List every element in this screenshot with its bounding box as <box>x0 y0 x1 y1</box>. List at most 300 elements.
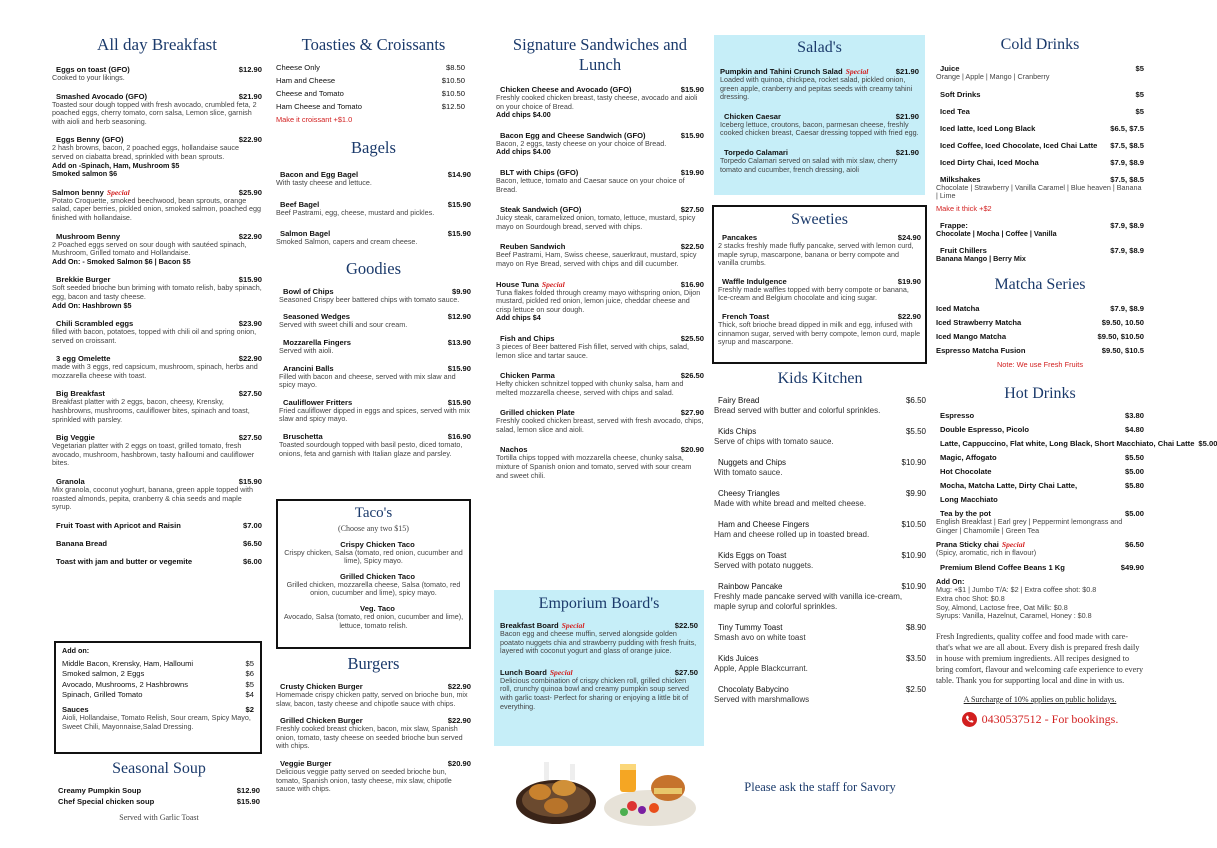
kids-item-price: $9.90 <box>905 489 926 498</box>
kids-item-name: Chocolaty Babycino <box>718 685 789 694</box>
phone-icon <box>962 712 977 727</box>
bagel-item-desc: With tasty cheese and lettuce. <box>276 178 372 187</box>
salad-item <box>720 148 919 174</box>
hot-item-name: Long Macchiato <box>940 494 998 504</box>
hot-item-row <box>936 563 1144 572</box>
cold-item-name: Iced Tea <box>940 106 970 116</box>
salad-item-price: $21.90 <box>895 147 919 157</box>
hot-item-label <box>936 439 1194 448</box>
kids-item-row <box>714 520 926 530</box>
sandwich-item-price: $25.50 <box>680 333 704 343</box>
breakfast-item <box>52 319 262 345</box>
addon-box <box>54 641 262 754</box>
salads-title: Salad's <box>797 39 842 56</box>
tacos-title: Taco's <box>354 505 393 521</box>
hot-item <box>936 495 1144 504</box>
hot-item-row <box>936 425 1144 434</box>
matcha-price: $9.50, $10.50 <box>1097 331 1144 341</box>
sandwich-item-price: $15.90 <box>680 85 704 94</box>
sandwich-item <box>496 242 704 268</box>
cold-item-name: Milkshakes <box>940 174 981 184</box>
sweeties-item-name: Pancakes <box>722 233 758 242</box>
kids-item-row <box>714 582 926 592</box>
kids-item-price: $5.50 <box>905 427 926 436</box>
emporium-item-price: $22.50 <box>674 621 698 630</box>
cold-item-desc: Orange | Apple | Mango | Cranberry <box>936 72 1050 81</box>
burgers-list <box>276 682 471 794</box>
phone-row[interactable] <box>936 712 1144 727</box>
goodies-item-desc: Toasted sourdough topped with basil pesto, diced tomato, onions, feta and garnish with Italian glaze and parsley. <box>279 439 463 458</box>
taco-item-name: Veg. Taco <box>360 603 395 613</box>
hot-item <box>936 438 1217 448</box>
breakfast-item-name: Granola <box>56 477 85 487</box>
cold-item-label <box>936 90 981 99</box>
goodies-item <box>279 432 471 458</box>
hot-item-name: Tea by the pot <box>940 508 991 518</box>
emporium-item-name: Lunch Board <box>500 667 547 677</box>
sandwich-item-desc: Bacon, 2 eggs, tasty cheese on your choice of Bread. <box>496 138 667 148</box>
sweeties-item-desc: Thick, soft brioche bread dipped in milk and egg, infused with cinnamon sugar, served with berry compote, lemon curd, maple syrup and mascarpone. <box>718 319 921 347</box>
hot-item-desc: (Spicy, aromatic, rich in flavour) <box>936 548 1037 558</box>
sandwich-item-price: $27.90 <box>680 408 704 418</box>
cold-item-price: $7.5, $8.5 <box>1110 174 1144 184</box>
hot-item <box>936 425 1144 434</box>
sauces-desc: Aioli, Hollandaise, Tomato Relish, Sour cream, Spicy Mayo, Sweet Chili, Mayonnaise,Salad Dressing. <box>62 713 251 731</box>
breakfast-item <box>52 354 262 380</box>
taco-item-desc: Grilled chicken, mozzarella cheese, Salsa (tomato, red onion, cucumber and lime), spicy mayo. <box>286 579 461 598</box>
sandwich-item-desc: Hefty chicken schnitzel topped with chunky salsa, ham and melted mozzarella cheese, served with chips and salad. <box>496 379 684 397</box>
tacos-subtitle: (Choose any two $15) <box>338 524 409 533</box>
addon-name: Smoked salmon, 2 Eggs <box>62 669 145 679</box>
kids-item-price: $10.90 <box>901 551 926 560</box>
bagels-list <box>276 170 471 247</box>
bagel-item-name: Bacon and Egg Bagel <box>280 170 359 179</box>
sandwich-item-addon: Add chips $4.00 <box>496 110 551 120</box>
about-text: Fresh Ingredients, quality coffee and food made with care- that's what we are all about. Every dish is prepared fresh daily in house with premium ingredients. All recipes designed to bring comfort, flavour and welcoming cafe experience to every table. Thank you for supporting local and dine in with us. <box>936 631 1144 685</box>
sandwich-item-price: $26.50 <box>680 371 704 381</box>
sandwich-item-desc: Freshly cooked chicken breast, served with fresh avocado, chips, salad, lemon slice and aioli. <box>496 416 704 434</box>
cold-item-price: $5 <box>1135 89 1144 99</box>
cold-item-row <box>936 90 1144 99</box>
taco-item <box>283 604 464 630</box>
goodies-item-desc: Fried cauliflower dipped in eggs and spices, served with mix slaw and spicy mayo. <box>279 405 470 424</box>
salad-item <box>720 112 919 138</box>
salad-item-desc: Iceberg lettuce, croutons, bacon, parmesan cheese, freshly cooked chicken breast, Caesar dressing topped with fried egg. <box>720 119 919 138</box>
toastie-row <box>276 76 471 85</box>
addon-title: Add on: <box>62 646 90 655</box>
toastie-price: $10.50 <box>441 76 465 85</box>
cold-item <box>936 175 1144 213</box>
bagel-item-desc: Beef Pastrami, egg, cheese, mustard and pickles. <box>276 207 435 217</box>
kids-item-row <box>714 654 926 664</box>
croissant-note: Make it croissant +$1.0 <box>276 115 353 124</box>
breakfast-item-price: $27.50 <box>238 433 262 443</box>
toastie-price: $8.50 <box>445 63 465 72</box>
cold-item-desc: Chocolate | Strawberry | Vanilla Caramel | Blue heaven | Banana | Lime <box>936 182 1142 201</box>
cold-item <box>936 158 1144 167</box>
soup-note: Served with Garlic Toast <box>119 812 199 822</box>
bagel-item-price: $15.90 <box>447 199 471 209</box>
kids-item <box>714 551 926 571</box>
kids-item-name: Nuggets and Chips <box>718 458 787 467</box>
salad-item-price: $21.90 <box>895 67 919 76</box>
breakfast-item-desc: Soft seeded brioche bun briming with tomato relish, baby spinach, egg, bacon and tasty cheese. <box>52 283 262 301</box>
hot-item-row <box>936 495 1144 504</box>
cold-item-price: $7.5, $8.5 <box>1110 140 1144 150</box>
column-drinks <box>936 0 1217 727</box>
kids-item-desc: Apple, Apple Blackcurrant. <box>714 664 808 673</box>
breakfast-item <box>52 433 262 468</box>
sandwich-special-tag: Special <box>541 279 565 289</box>
goodies-item-desc: Seasoned Crispy beer battered chips with tomato sauce. <box>279 294 460 304</box>
sweeties-item <box>718 277 921 303</box>
toasties-list <box>276 63 471 111</box>
sandwiches-title: Signature Sandwiches and Lunch <box>512 35 688 74</box>
breakfast-item-desc: Mix granola, coconut yoghurt, banana, green apple topped with roasted almonds, pepita, cranberry & chia seeds and maple syrup. <box>52 485 253 512</box>
bagel-item <box>276 229 471 247</box>
breakfast-item-desc: Vegetarian platter with 2 eggs on toast, grilled tomato, fresh avocado, mushroom, hashbrown, tasty halloumi and cauliflower bites. <box>52 441 255 468</box>
hot-item <box>936 411 1144 420</box>
sandwich-item-price: $16.90 <box>680 279 704 289</box>
burger-item-desc: Delicious veggie patty served on seeded brioche bun, tomato, Spanish onion, tasty cheese, mix slaw, chipotle sauce with chips. <box>276 766 452 794</box>
breakfast-item-label <box>52 539 107 548</box>
breakfast-item-row <box>52 557 262 566</box>
salad-item-desc: Loaded with quinoa, chickpea, rocket salad, pickled onion, green apple, cranberry and pepitas seeds with creamy tahini dressing. <box>720 75 913 102</box>
kids-item <box>714 458 926 478</box>
addon-name: Spinach, Grilled Tomato <box>62 690 143 700</box>
breakfast-item-addon: Add On: Hashbrown $5 <box>52 300 132 310</box>
kids-item-name: Kids Chips <box>718 427 757 436</box>
kids-item-row <box>714 396 926 406</box>
kids-item-price: $3.50 <box>905 654 926 663</box>
hot-item-price: $5.00 <box>1124 508 1144 518</box>
toastie-name: Cheese Only <box>276 63 320 72</box>
taco-item-name: Grilled Chicken Taco <box>340 571 415 581</box>
cold-item-price: $5 <box>1135 64 1144 73</box>
sandwich-item-name: House Tuna <box>496 279 539 289</box>
sandwich-item-name: Grilled chicken Plate <box>500 408 575 418</box>
sandwich-item <box>496 131 704 157</box>
hot-item-name: Espresso <box>940 410 975 420</box>
cold-item-name: Juice <box>940 64 960 73</box>
sandwich-item <box>496 85 704 120</box>
sandwich-item-name: BLT with Chips (GFO) <box>500 167 579 177</box>
toastie-price: $12.50 <box>441 102 465 111</box>
bagels-title: Bagels <box>351 138 396 157</box>
hot-item-label <box>936 467 991 476</box>
breakfast-item-name: Eggs Benny (GFO) <box>56 135 124 145</box>
sandwich-item-price: $22.50 <box>680 242 704 252</box>
cold-item-price: $7.9, $8.9 <box>1110 246 1144 256</box>
matcha-list <box>936 304 1144 355</box>
hot-item-desc: English Breakfast | Earl grey | Peppermint lemongrass and Ginger | Chamomile | Green Tea <box>936 516 1123 535</box>
breakfast-item-desc: made with 3 eggs, red capsicum, mushroom, spinach, herbs and mozzarella cheese with toast. <box>52 362 258 380</box>
taco-item <box>283 572 464 598</box>
sandwich-item-desc: Tortilla chips topped with mozzarella cheese, chunky salsa, mixture of Spanish onion and tomato, served with sour cream and sweet chili. <box>496 453 692 480</box>
kids-item-name: Rainbow Pancake <box>718 582 783 591</box>
cold-item-label <box>936 107 970 116</box>
toastie-row <box>276 102 471 111</box>
breakfast-item <box>52 92 262 127</box>
sandwich-item-name: Chicken Cheese and Avocado (GFO) <box>500 85 632 94</box>
sandwich-item-desc: Tuna flakes folded through creamy mayo withspring onion, Dijon mustard, pickled red onion, lemon juice, cheddar cheese and crisp lettuce on sour dough. <box>496 287 701 314</box>
matcha-row <box>936 304 1144 313</box>
kids-item-row <box>714 551 926 561</box>
sweeties-item-price: $19.90 <box>897 276 921 286</box>
surcharge-note: A Surcharge of 10% applies on public holidays. <box>963 694 1117 704</box>
kids-item-desc: With tomato sauce. <box>714 468 783 477</box>
kids-item-name: Kids Eggs on Toast <box>718 551 787 560</box>
sauces-label: Sauces <box>62 705 89 715</box>
breakfast-item-addon: Add on -Spinach, Ham, Mushroom $5 Smoked salmon $6 <box>52 160 180 179</box>
kids-item-label <box>714 685 789 695</box>
kids-item-price: $10.90 <box>901 458 926 467</box>
breakfast-item-price: $21.90 <box>238 91 262 101</box>
matcha-name: Iced Strawberry Matcha <box>936 317 1022 327</box>
breakfast-item-name: Brekkie Burger <box>56 275 111 285</box>
goodies-item-name: Arancini Balls <box>283 363 334 373</box>
kids-item-label <box>714 520 809 530</box>
soup-row <box>58 797 260 806</box>
hot-item-label <box>936 425 1029 434</box>
column-sandwiches <box>496 0 704 491</box>
matcha-price: $9.50, $10.5 <box>1101 345 1144 355</box>
sandwich-item-name: Steak Sandwich (GFO) <box>500 205 582 215</box>
sandwich-item-addon: Add chips $4.00 <box>496 147 551 157</box>
sandwich-item <box>496 205 704 231</box>
matcha-note: Note: We use Fresh Fruits <box>996 359 1084 369</box>
hot-item-row <box>936 411 1144 420</box>
cold-title: Cold Drinks <box>1000 36 1080 53</box>
toastie-name: Cheese and Tomato <box>276 89 344 98</box>
hot-item-row <box>936 481 1144 490</box>
breakfast-item-price: $25.90 <box>238 187 262 197</box>
hot-item-name: Mocha, Matcha Latte, Dirty Chai Latte, <box>940 480 1078 490</box>
kids-item-desc: Served with marshmallows <box>714 695 810 704</box>
sandwich-item-desc: Beef Pastrami, Ham, Swiss cheese, sauerkraut, mustard, spicy mayo on Rye Bread, served with chips and dill cucumber. <box>496 250 697 268</box>
sweeties-item-price: $22.90 <box>897 311 921 321</box>
breakfast-item <box>52 275 262 310</box>
sandwich-item <box>496 408 704 434</box>
kids-item-desc: Freshly made pancake served with vanilla ice-cream, maple syrup and colorful sprinkles. <box>714 592 903 611</box>
taco-item-name: Crispy Chicken Taco <box>340 539 415 549</box>
sandwich-item-desc: Freshly cooked chicken breast, tasty cheese, avocado and aioli on your choice of Bread. <box>496 93 698 111</box>
kids-item <box>714 582 926 612</box>
cold-item-note: Make it thick +$2 <box>936 203 992 213</box>
breakfast-item-name: Chili Scrambled eggs <box>56 319 134 329</box>
breakfast-item-name: Toast with jam and butter or vegemite <box>56 556 193 566</box>
breakfast-item-name: Smashed Avocado (GFO) <box>56 91 147 101</box>
kids-item-price: $6.50 <box>905 396 926 405</box>
breakfast-item-price: $12.90 <box>238 65 262 74</box>
kids-item-row <box>714 685 926 695</box>
hot-addon-list <box>936 586 1144 620</box>
sandwich-item-price: $20.90 <box>680 445 704 455</box>
hot-item-price: $5.80 <box>1124 480 1144 490</box>
hot-item-name: Latte, Cappuccino, Flat white, Long Black, Short Macchiato, Chai Latte <box>940 438 1195 448</box>
taco-item-desc: Avocado, Salsa (tomato, red onion, cucumber and lime), lettuce, tomato relish. <box>283 611 464 630</box>
hot-item-name: Double Espresso, Picolo <box>940 424 1030 434</box>
emporium-item-name: Breakfast Board <box>500 621 559 630</box>
breakfast-item-name: Fruit Toast with Apricot and Raisin <box>56 520 181 530</box>
hot-addon-line: Mug: +$1 | Jumbo T/A: $2 | Extra coffee shot: $0.8 <box>936 585 1097 595</box>
goodies-item <box>279 287 471 305</box>
goodies-list <box>276 287 471 458</box>
kids-item-desc: Served with potato nuggets. <box>714 561 814 570</box>
burger-item-desc: Homemade crispy chicken patty, served on brioche bun, mix slaw, bacon, tasty cheese and chipotle sauce with chips. <box>276 690 468 708</box>
kids-item-price: $8.90 <box>905 623 926 632</box>
addon-price: $6 <box>245 669 254 679</box>
goodies-item-desc: Served with aioli. <box>279 345 334 355</box>
breakfast-item-desc: Potato Croquette, smoked beechwood, bean sprouts, orange salad, caper berries, pickled onion, smoked salmon, poached egg finished with hollandaise. <box>52 195 261 222</box>
hot-item <box>936 453 1144 462</box>
hot-addon-line: Soy, Almond, Lactose free, Oat Milk: $0.8 <box>936 602 1068 612</box>
cold-item-name: Soft Drinks <box>940 89 981 99</box>
cold-item-name: Iced Coffee, Iced Chocolate, Iced Chai Latte <box>940 140 1098 150</box>
kids-item-row <box>714 489 926 499</box>
kids-item-name: Cheesy Triangles <box>718 489 780 498</box>
hot-item-label <box>936 481 1077 490</box>
sauces-price: $2 <box>245 705 254 715</box>
hot-item-price: $3.80 <box>1124 410 1144 420</box>
sandwich-item-name: Nachos <box>500 445 528 455</box>
emporium-special-tag: Special <box>561 621 585 630</box>
hot-item-label <box>936 563 1065 572</box>
sweeties-item-desc: 2 stacks freshly made fluffy pancake, served with lemon curd, maple syrup, mascarpone, banana or berry compote and vanilla crumbs. <box>718 241 914 268</box>
burger-item <box>276 716 471 751</box>
breakfast-item-price: $15.90 <box>238 477 262 487</box>
matcha-price: $7.9, $8.9 <box>1110 303 1144 313</box>
cold-item-row <box>936 107 1144 116</box>
toastie-name: Ham and Cheese <box>276 76 336 85</box>
cold-item-sub: Banana Mango | Berry Mix <box>936 254 1026 264</box>
addon-row <box>62 659 254 668</box>
breakfast-item-desc: Cooked to your likings. <box>52 73 125 82</box>
kids-item-row <box>714 458 926 468</box>
cold-item-price: $5 <box>1135 106 1144 116</box>
breakfast-item-row <box>52 521 262 530</box>
hot-list <box>936 410 1217 572</box>
goodies-item-price: $13.90 <box>447 337 471 347</box>
kids-item-label <box>714 427 756 437</box>
breakfast-title: All day Breakfast <box>97 35 217 54</box>
sandwich-item <box>496 168 704 194</box>
kids-item-name: Tiny Tummy Toast <box>718 623 783 632</box>
cold-item <box>936 141 1144 150</box>
burger-item <box>276 682 471 708</box>
bagel-item-name: Beef Bagel <box>280 199 320 209</box>
goodies-item-price: $15.90 <box>447 363 471 373</box>
burger-item-name: Veggie Burger <box>280 758 332 768</box>
cold-item-name: Iced latte, Iced Long Black <box>940 123 1036 133</box>
breakfast-item-name: Mushroom Benny <box>56 231 121 241</box>
goodies-item-name: Bowl of Chips <box>283 286 334 296</box>
burger-item-price: $20.90 <box>447 758 471 768</box>
emporium-item-desc: Delicious combination of crispy chicken roll, grilled chicken roll, crunchy quinoa bowl and creamy pumpkin soup served with garlic toast- Perfect for sharing or enjoying a little bit of everything. <box>500 675 689 711</box>
soup-name: Chef Special chicken soup <box>58 796 155 806</box>
hot-item-row <box>936 453 1144 462</box>
burger-item-desc: Freshly cooked breast chicken, bacon, mix slaw, Spanish onion, tomato, tasty cheese on seeded brioche bun served with chips. <box>276 724 463 751</box>
cold-item-name: Frappe: <box>940 220 968 230</box>
hot-addon-line: Syrups: Vanilla, Hazelnut, Caramel, Honey : $0.8 <box>936 611 1092 621</box>
bagel-item <box>276 200 471 218</box>
kids-section <box>714 370 926 716</box>
kids-item <box>714 396 926 416</box>
cold-item-price: $7.9, $8.9 <box>1110 220 1144 230</box>
matcha-row <box>936 346 1144 355</box>
breakfast-item-name: 3 egg Omelette <box>56 354 111 364</box>
hot-item <box>936 540 1144 558</box>
breakfast-item-row <box>52 539 262 548</box>
kids-item-desc: Smash avo on white toast <box>714 633 806 642</box>
soup-price: $12.90 <box>236 786 260 795</box>
breakfast-item <box>52 188 262 223</box>
toastie-price: $10.50 <box>441 89 465 98</box>
breakfast-item-desc: Breakfast platter with 2 eggs, bacon, cheesy, Krensky, hashbrowns, mushrooms, cauliflower bites, spinach and toast, sprinkled with parsley. <box>52 397 250 424</box>
goodies-item-price: $9.90 <box>451 286 471 296</box>
salads-panel <box>714 35 925 195</box>
hot-addon-title: Add On: <box>936 576 965 586</box>
hot-item-name: Hot Chocolate <box>940 466 992 476</box>
salad-item-name: Torpedo Calamari <box>724 147 788 157</box>
goodies-item-name: Bruschetta <box>283 431 323 441</box>
goodies-title: Goodies <box>346 258 401 278</box>
sweeties-item <box>718 233 921 268</box>
matcha-title: Matcha Series <box>994 275 1086 293</box>
hot-item-price: $5.50 <box>1124 452 1144 462</box>
cold-item <box>936 64 1144 82</box>
toastie-name: Ham Cheese and Tomato <box>276 102 362 111</box>
cold-item-price: $6.5, $7.5 <box>1110 123 1144 133</box>
sandwich-item-name: Bacon Egg and Cheese Sandwich (GFO) <box>500 130 646 140</box>
breakfast-item <box>52 135 262 178</box>
sandwich-item-price: $19.90 <box>680 167 704 177</box>
hot-item <box>936 509 1144 535</box>
emporium-item <box>500 668 698 711</box>
goodies-item-name: Mozzarella Fingers <box>283 337 351 347</box>
kids-item <box>714 489 926 509</box>
sweeties-box <box>712 205 927 364</box>
kids-item-name: Ham and Cheese Fingers <box>718 520 810 529</box>
emporium-item <box>500 621 698 656</box>
soup-section <box>58 760 260 822</box>
hot-item-price: $6.50 <box>1124 540 1144 550</box>
addon-price: $5 <box>245 679 254 689</box>
emporium-item-desc: Bacon egg and cheese muffin, served alongside golden poatato nuggets chia and strawberry pudding with fresh fruits, layered with coconut yogurt and glass of orange juice. <box>500 629 697 656</box>
cold-item-price: $7.9, $8.9 <box>1110 157 1144 167</box>
breakfast-list <box>52 65 262 566</box>
burgers-title: Burgers <box>347 654 400 673</box>
kids-item-price: $2.50 <box>905 685 926 694</box>
goodies-item <box>279 338 471 356</box>
cold-item-name: Fruit Chillers <box>940 246 987 256</box>
breakfast-item-label <box>52 557 192 566</box>
burger-item-price: $22.90 <box>447 716 471 726</box>
cold-item-row <box>936 141 1144 150</box>
sandwiches-list <box>496 85 704 480</box>
sandwich-item <box>496 371 704 397</box>
breakfast-item-desc: 2 Poached eggs served on sour dough with sautéed spinach, Mushroom, Grilled tomato and Hollandaise. <box>52 239 247 258</box>
breakfast-item-name: Banana Bread <box>56 538 108 548</box>
burger-item-name: Grilled Chicken Burger <box>280 716 363 726</box>
hot-addon-line: Extra choc Shot: $0.8 <box>936 593 1005 603</box>
addon-row <box>62 669 254 678</box>
salad-item <box>720 67 919 102</box>
kids-item-price: $10.50 <box>901 520 926 529</box>
breakfast-item <box>52 539 262 548</box>
kids-item-price: $10.90 <box>901 582 926 591</box>
cold-item <box>936 107 1144 116</box>
